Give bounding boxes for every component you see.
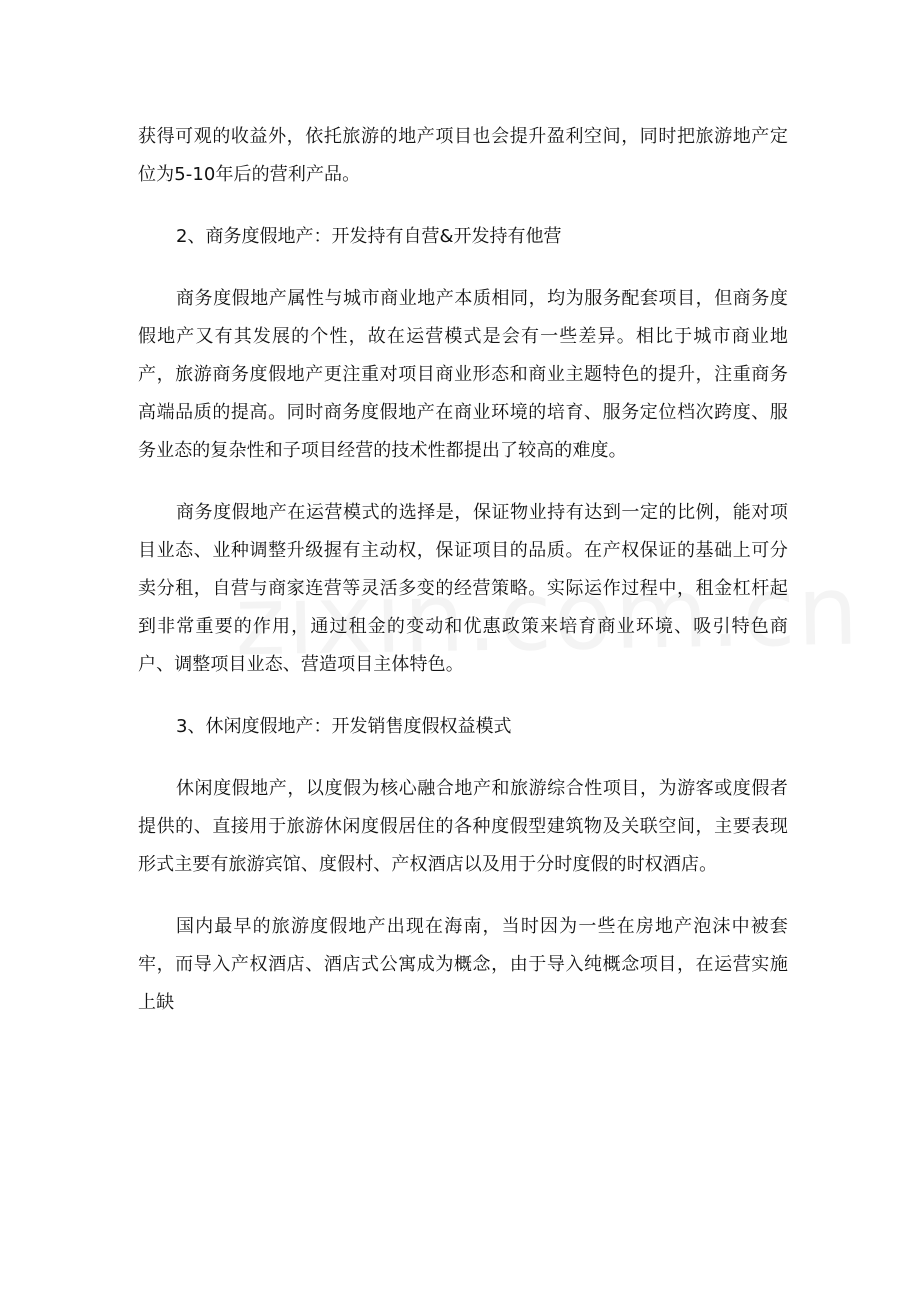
section-heading-2: 2、商务度假地产：开发持有自营&开发持有他营 bbox=[176, 226, 562, 247]
paragraph-3: 商务度假地产在运营模式的选择是，保证物业持有达到一定的比例，能对项目业态、业种调整升级握有主动权，保证项目的品质。在产权保证的基础上可分卖分租，自营与商家连营等灵活多变的经营策略。实际运作过程中，租金杠杆起到非常重要的作用，通过租金的变动和优惠政策来培育商业环境、吸引特色商户、调整项目业态、营造项目主体特色。 bbox=[138, 502, 788, 675]
paragraph-2: 商务度假地产属性与城市商业地产本质相同，均为服务配套项目，但商务度假地产又有其发展的个性，故在运营模式是会有一些差异。相比于城市商业地产，旅游商务度假地产更注重对项目商业形态和商业主题特色的提升，注重商务高端品质的提高。同时商务度假地产在商业环境的培育、服务定位档次跨度、服务业态的复杂性和子项目经营的技术性都提出了较高的难度。 bbox=[138, 288, 788, 461]
section-heading-3: 3、休闲度假地产：开发销售度假权益模式 bbox=[176, 716, 512, 737]
paragraph-5: 国内最早的旅游度假地产出现在海南，当时因为一些在房地产泡沫中被套牢，而导入产权酒店、酒店式公寓成为概念，由于导入纯概念项目，在运营实施上缺 bbox=[138, 916, 788, 1013]
document-body bbox=[138, 118, 788, 1046]
paragraph-4: 休闲度假地产，以度假为核心融合地产和旅游综合性项目，为游客或度假者提供的、直接用于旅游休闲度假居住的各种度假型建筑物及关联空间，主要表现形式主要有旅游宾馆、度假村、产权酒店以及用于分时度假的时权酒店。 bbox=[138, 778, 788, 875]
paragraph-1: 获得可观的收益外，依托旅游的地产项目也会提升盈利空间，同时把旅游地产定位为5-10年后的营利产品。 bbox=[138, 126, 788, 185]
